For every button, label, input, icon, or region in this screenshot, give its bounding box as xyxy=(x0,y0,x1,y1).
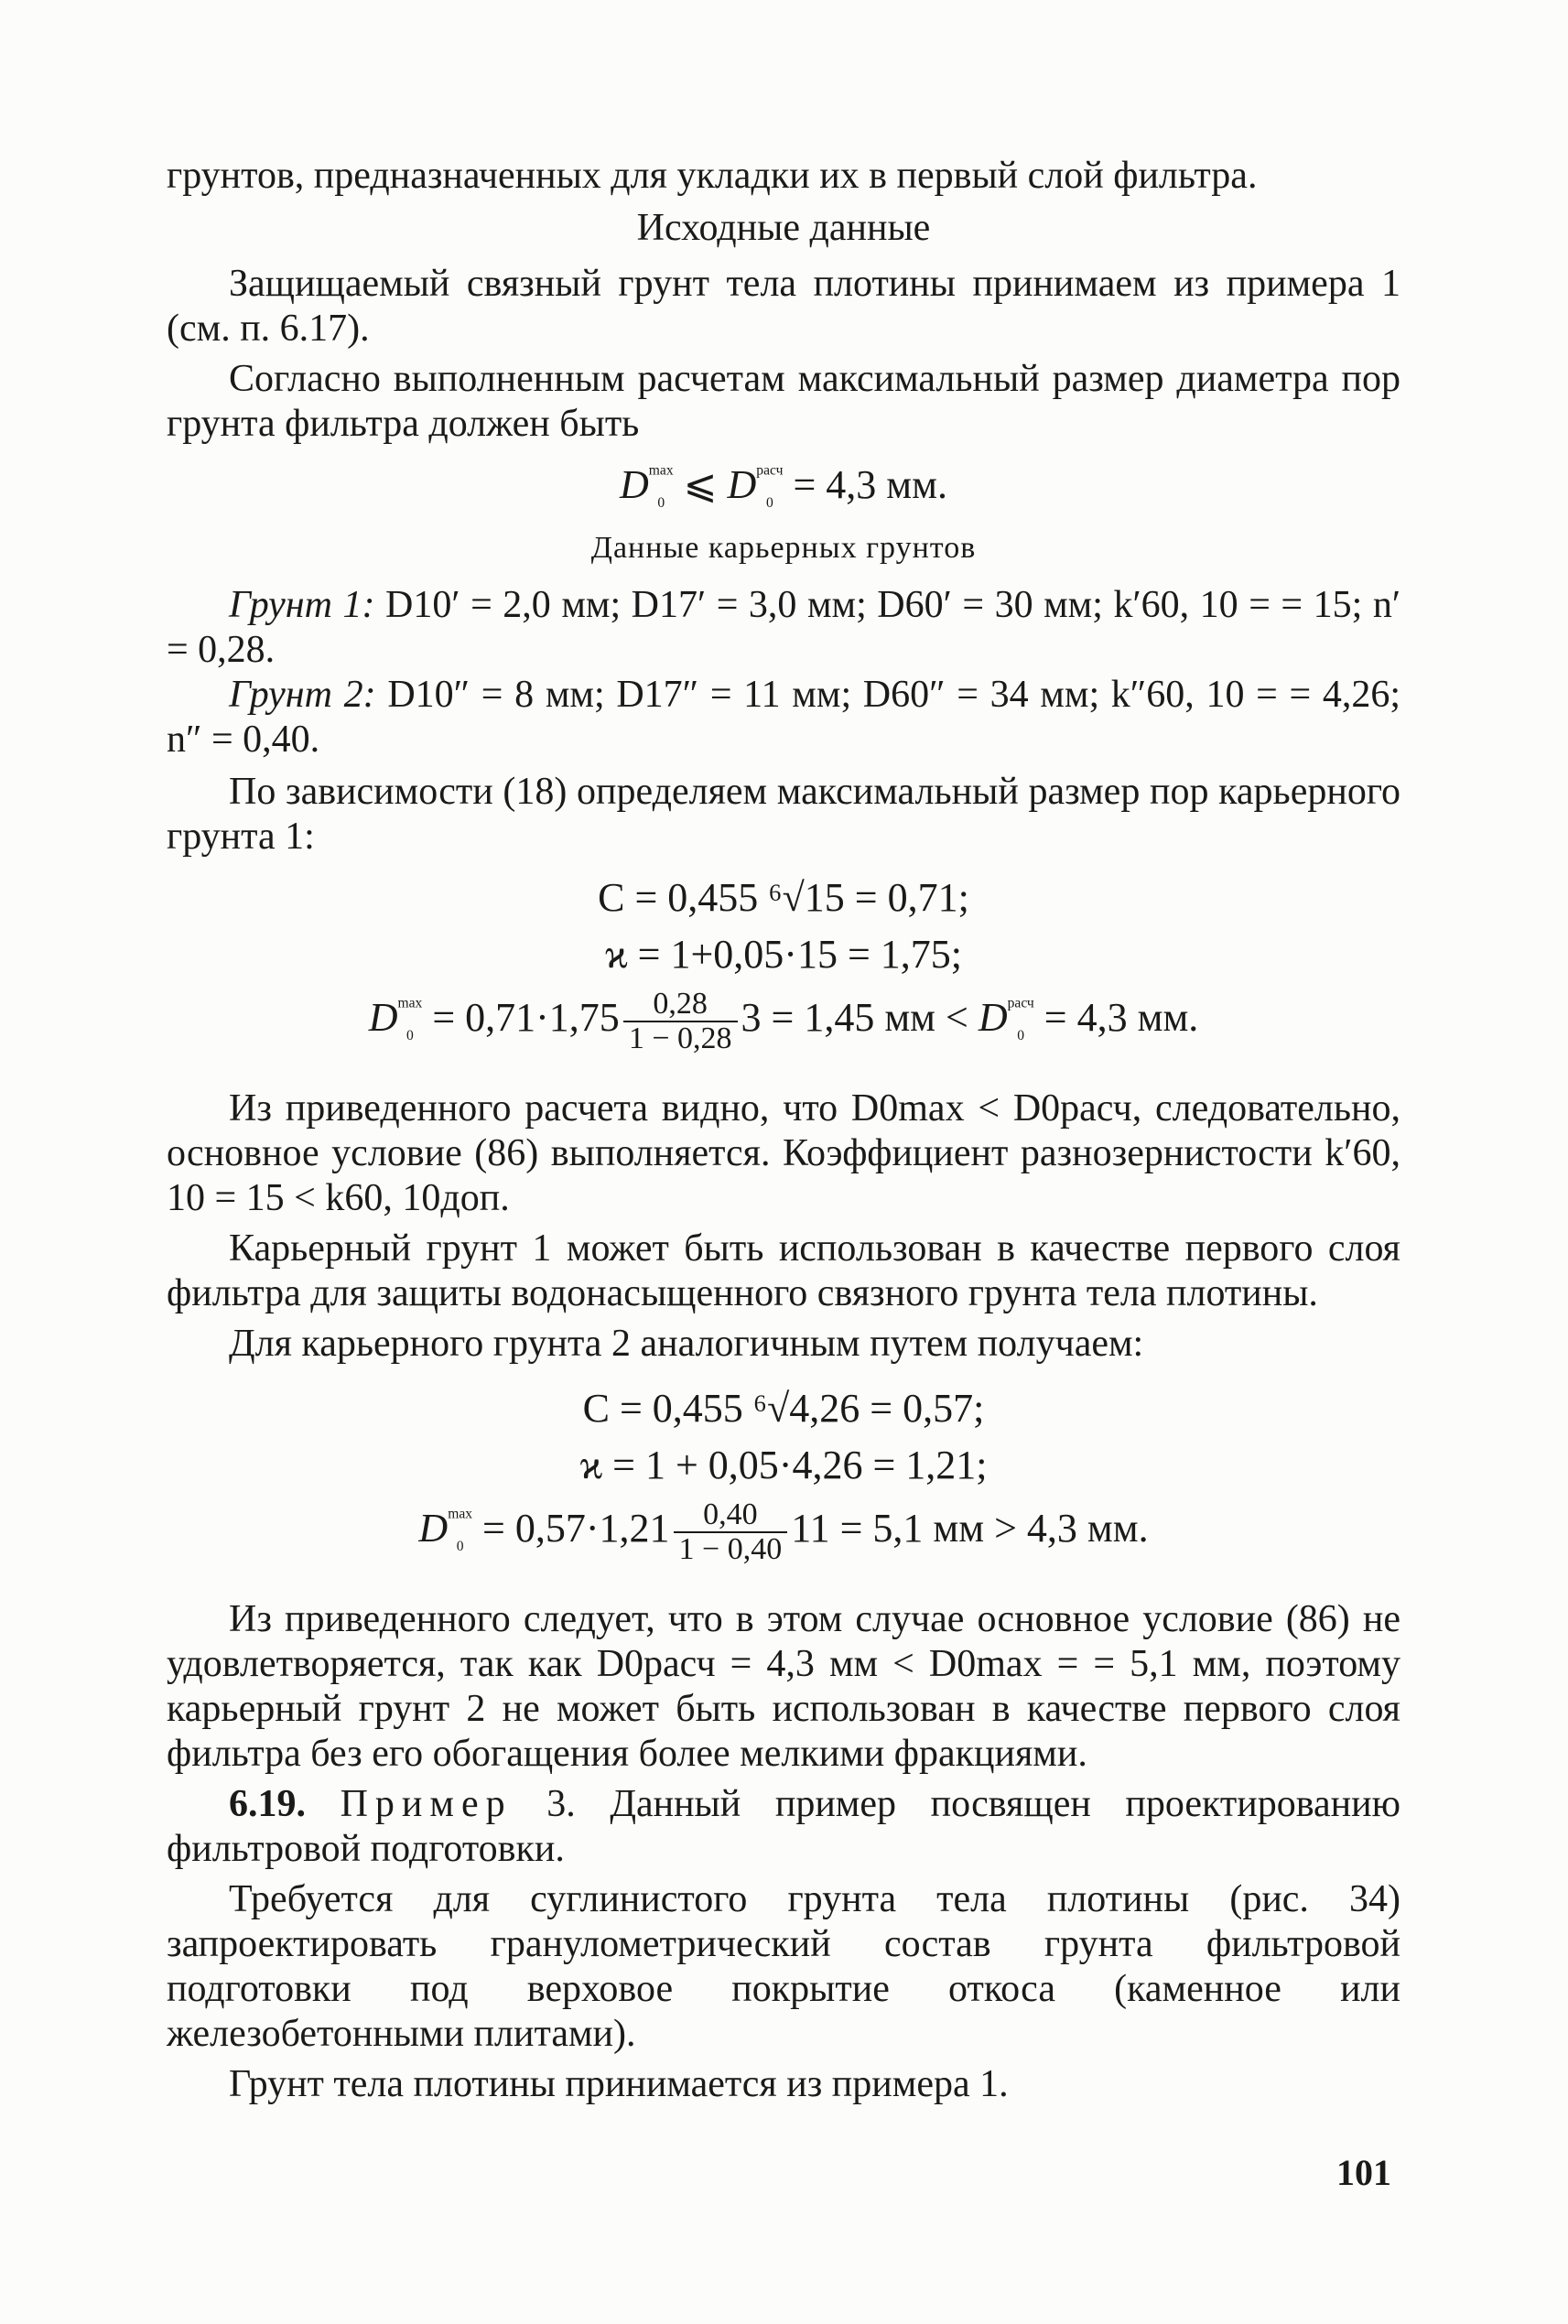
page-number: 101 xyxy=(1336,2152,1391,2193)
section-number: 6.19. xyxy=(229,1783,306,1825)
paragraph-soil-2-intro: Для карьерного грунта 2 аналогичным путем получаем: xyxy=(229,1323,1144,1365)
fraction-soil-2-denominator: 1 − 0,40 xyxy=(678,1532,783,1566)
section-heading-quarry-soils: Данные карьерных грунтов xyxy=(590,531,977,565)
soil-1-text: D10′ = 2,0 мм; D17′ = 3,0 мм; D60′ = 30 мм; k′60, 10 = = 15; n′ = 0,28. xyxy=(167,584,1401,671)
equation-max-pore: $D^{max}$ $_0$ ⩽ $D^{расч}$ $_0$ = 4,3 мм. xyxy=(620,462,947,512)
paragraph-protected-soil: Защищаемый связный грунт тела плотины принимаем из примера 1 (см. п. 6.17). xyxy=(167,263,1400,350)
example-3-text: 3. Данный пример посвящен проектированию фильтровой подготовки. xyxy=(167,1783,1400,1870)
equation-dmax-soil-2-part-b: 11 = 5,1 мм > 4,3 мм. xyxy=(791,1506,1149,1551)
fraction-soil-1-denominator: 1 − 0,28 xyxy=(628,1021,732,1055)
paragraph-soil-1-usable: Карьерный грунт 1 может быть использован в качестве первого слоя фильтра для защиты водонасыщенного связного грунта тела плотины. xyxy=(167,1227,1400,1314)
equation-kappa-soil-2: ϰ = 1 + 0,05·4,26 = 1,21; xyxy=(579,1443,988,1487)
paragraph-requirement: Требуется для суглинистого грунта тела плотины (рис. 34) запроектировать гранулометрический состав грунта фильтровой подготовки под верховое покрытие откоса (каменное или железобетонными плитами). xyxy=(167,1878,1400,2055)
paragraph-calculation-conclusion: Из приведенного расчета видно, что D0max < D0расч, следовательно, основное условие (86) выполняется. Коэффициент разнозернистости k′60, 10 = 15 < k60, 10доп. xyxy=(167,1087,1400,1219)
equation-dmax-soil-2-part-a: = 0,57·1,21 xyxy=(482,1506,670,1551)
fraction-soil-2 xyxy=(674,1498,788,1566)
equation-kappa-soil-1: ϰ = 1+0,05·15 = 1,75; xyxy=(605,932,962,977)
equation-max-pore-value: = 4,3 мм. xyxy=(793,462,947,507)
soil-1-data xyxy=(167,583,1400,673)
equation-dmax-soil-1: $D^{max}$ $_0$ = 0,71·1,75 $\frac{0,28}{1 - 0,28}$ 3 = 1,45 мм < $D^{расч}$ $_0$ = 4,3 мм. xyxy=(368,987,1199,1055)
fraction-soil-2-numerator: 0,40 xyxy=(674,1498,788,1533)
example-label: Пример xyxy=(340,1783,513,1825)
paragraph-dependency-18: По зависимости (18) определяем максимальный размер пор карьерного грунта 1: xyxy=(167,771,1400,858)
equation-c-soil-1: C = 0,455 ⁶√15 = 0,71; xyxy=(598,875,969,920)
equation-dmax-soil-1-part-a: = 0,71·1,75 xyxy=(432,995,620,1041)
paragraph-continuation: грунтов, предназначенных для укладки их в первый слой фильтра. xyxy=(167,155,1258,197)
equation-dmax-soil-2: $D^{max}$ $_0$ = 0,57·1,21 $\frac{0,40}{1 - 0,40}$ 11 = 5,1 мм > 4,3 мм. xyxy=(418,1497,1149,1566)
section-heading-source-data: Исходные данные xyxy=(636,207,931,249)
soil-2-label: Грунт 2: xyxy=(229,674,376,716)
equation-dmax-soil-1-part-c: = 4,3 мм. xyxy=(1044,995,1199,1041)
paragraph-example-3 xyxy=(167,1782,1400,1872)
soil-2-data xyxy=(167,673,1400,762)
fraction-soil-1 xyxy=(623,988,738,1055)
fraction-soil-1-numerator: 0,28 xyxy=(623,988,738,1022)
equation-dmax-soil-1-part-b: 3 = 1,45 мм < xyxy=(741,995,968,1041)
paragraph-soil-2-conclusion: Из приведенного следует, что в этом случае основное условие (86) не удовлетворяется, так как D0расч = 4,3 мм < D0max = = 5,1 мм, поэтому карьерный грунт 2 не может быть использован в качестве первого слоя фильтра без его обогащения более мелкими фракциями. xyxy=(167,1598,1400,1775)
soil-1-label: Грунт 1: xyxy=(229,584,375,626)
paragraph-calculation-result: Согласно выполненным расчетам максимальный размер диаметра пор грунта фильтра должен быть xyxy=(167,358,1400,445)
soil-2-text: D10″ = 8 мм; D17″ = 11 мм; D60″ = 34 мм; k″60, 10 = = 4,26; n″ = 0,40. xyxy=(167,674,1401,761)
equation-c-soil-2: C = 0,455 ⁶√4,26 = 0,57; xyxy=(582,1386,985,1431)
paragraph-dam-soil: Грунт тела плотины принимается из примера 1. xyxy=(229,2063,1009,2105)
text-column xyxy=(167,0,1400,2107)
